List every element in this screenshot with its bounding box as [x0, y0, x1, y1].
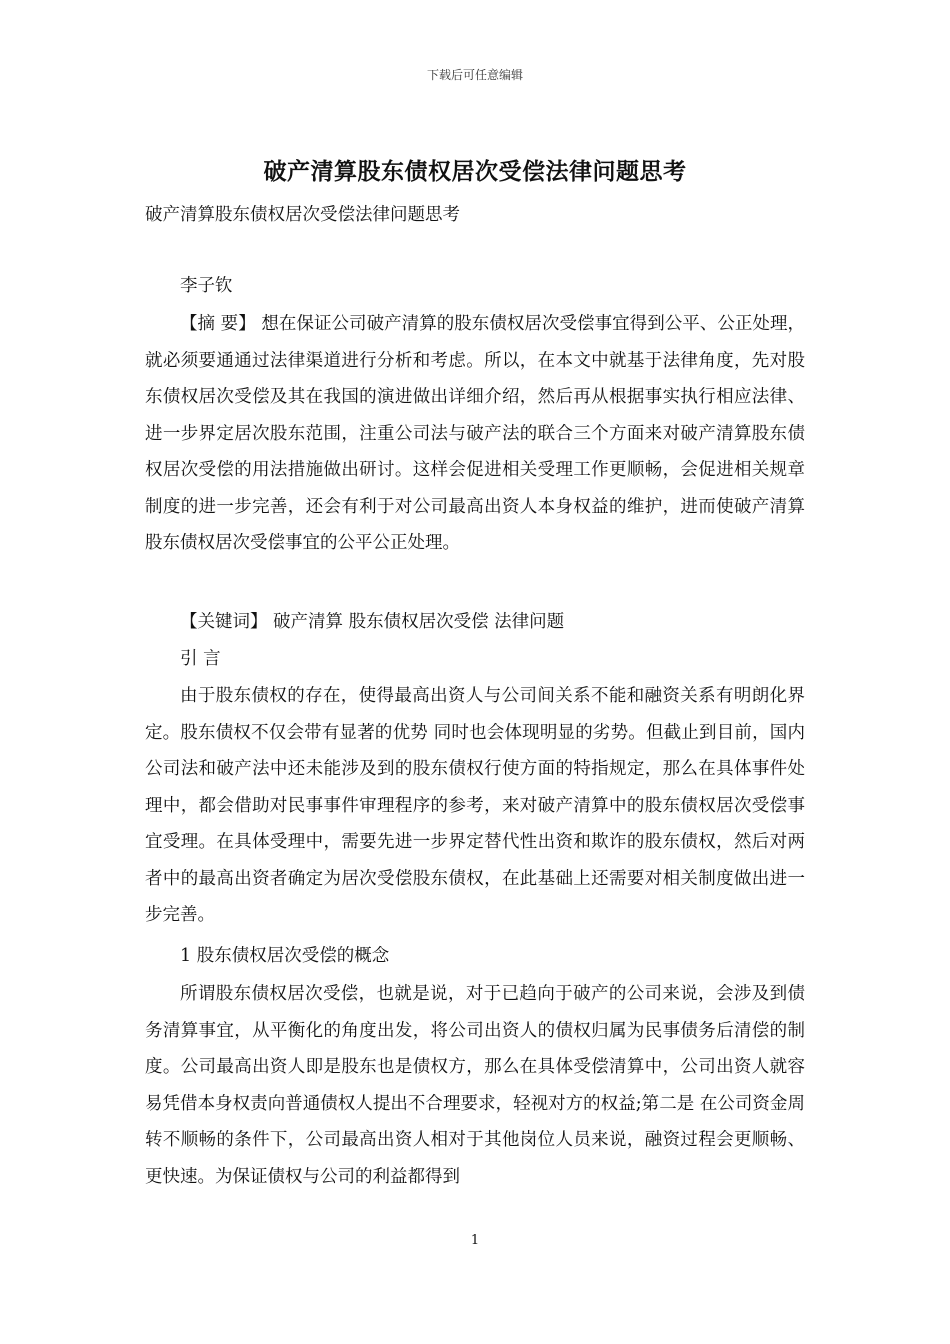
intro-paragraph: 由于股东债权的存在，使得最高出资人与公司间关系不能和融资关系有明朗化界定。股东债权不仅会带有显著的优势 同时也会体现明显的劣势。但截止到目前，国内公司法和破产法中还未能涉及到的股东债权行使方面的特指规定，那么在具体事件处理中，都会借助对民事事件审理程序的参考，来对破产清算中的股东债权居次受偿事宜受理。在具体受理中，需要先进一步界定替代性出资和欺诈的股东债权，然后对两者中的最高出资者确定为居次受偿股东债权，在此基础上还需要对相关制度做出进一步完善。	[145, 686, 805, 925]
intro-heading: 引 言	[180, 649, 221, 669]
abstract-paragraph: 【摘 要】 想在保证公司破产清算的股东债权居次受偿事宜得到公平、公正处理，就必须要通通过法律渠道进行分析和考虑。所以，在本文中就基于法律角度，先对股东债权居次受偿及其在我国的演进做出详细介绍，然后再从根据事实执行相应法律、进一步界定居次股东范围，注重公司法与破产法的联合三个方面来对破产清算股东债权居次受偿的用法措施做出研讨。这样会促进相关受理工作更顺畅，会促进相关规章制度的进一步完善，还会有利于对公司最高出资人本身权益的维护，进而使破产清算股东债权居次受偿事宜的公平公正处理。	[145, 314, 805, 553]
document-subtitle: 破产清算股东债权居次受偿法律问题思考	[145, 205, 460, 225]
author-name: 李子钦	[180, 276, 233, 296]
header-note: 下载后可任意编辑	[426, 68, 523, 82]
page-number: 1	[470, 1233, 480, 1248]
keywords-line: 【关键词】 破产清算 股东债权居次受偿 法律问题	[180, 612, 565, 632]
section-1-heading: 1 股东债权居次受偿的概念	[180, 946, 390, 966]
document-title: 破产清算股东债权居次受偿法律问题思考	[263, 158, 687, 185]
section-1-paragraph: 所谓股东债权居次受偿，也就是说，对于已趋向于破产的公司来说，会涉及到债务清算事宜，从平衡化的角度出发，将公司出资人的债权归属为民事债务后清偿的制度。公司最高出资人即是股东也是债权方，那么在具体受偿清算中，公司出资人就容易凭借本身权责向普通债权人提出不合理要求，轻视对方的权益;第二是 在公司资金周转不顺畅的条件下，公司最高出资人相对于其他岗位人员来说，融资过程会更顺畅、更快速。为保证债权与公司的利益都得到	[145, 984, 805, 1187]
